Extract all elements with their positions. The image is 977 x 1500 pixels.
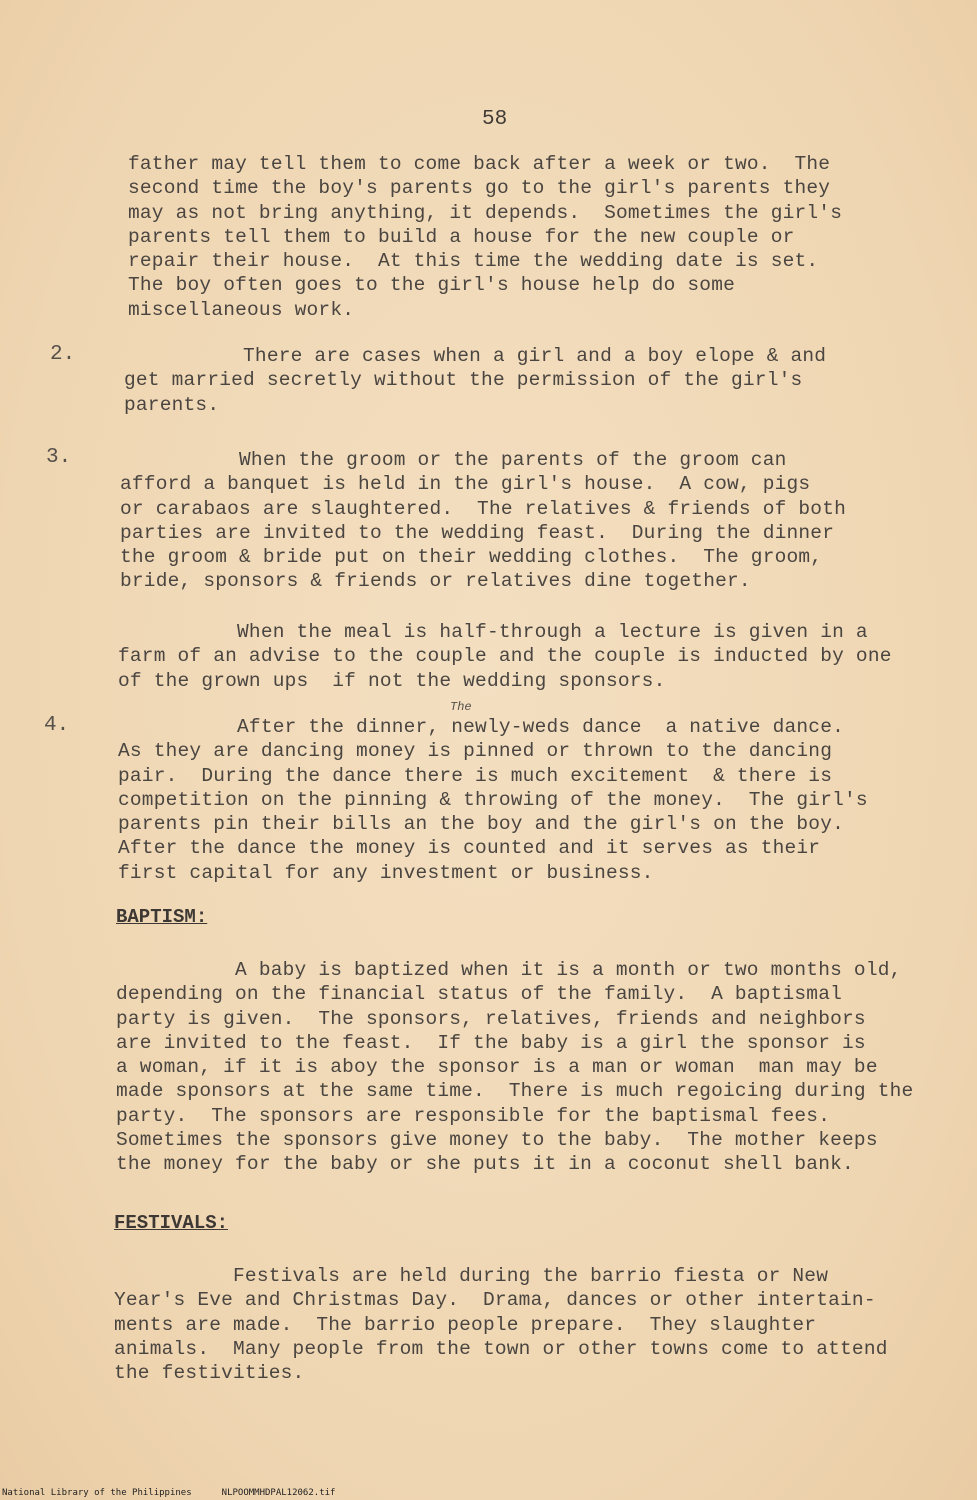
item-number-3: 3. [46,446,72,469]
text-line: Festivals are held during the barrio fiesta or New [114,1265,829,1287]
handwritten-insert-the: The [450,700,472,714]
paragraph-money-dance [118,715,868,885]
text-line: parents pin their bills an the boy and the girl's on the boy. [118,813,845,836]
scan-footer [2,1488,365,1498]
text-line: There are cases when a girl and a boy elope & and [124,345,827,367]
text-line: the festivities. [114,1362,305,1385]
text-line: ments are made. The barrio people prepare. They slaughter [114,1313,817,1336]
text-line: farm of an advise to the couple and the couple is inducted by one [118,645,892,668]
text-line: When the meal is half-through a lecture is given in a [118,621,868,643]
paragraph-baptism [116,958,913,1177]
text-line: After the dinner, newly-weds dance a native dance. [118,716,845,738]
text-line: competition on the pinning & throwing of the money. The girl's [118,788,868,811]
text-line: of the grown ups if not the wedding sponsors. [118,669,666,692]
text-line: the money for the baby or she puts it in a coconut shell bank. [116,1153,854,1176]
text-line: get married secretly without the permission of the girl's [124,369,803,392]
text-line: When the groom or the parents of the groom can [120,449,787,471]
text-line: parents. [124,393,220,416]
text-line: party. The sponsors are responsible for the baptismal fees. [116,1104,831,1127]
text-line: party is given. The sponsors, relatives, friends and neighbors [116,1007,866,1030]
paragraph-courtship-continued [128,152,842,322]
page-number: 58 [482,108,508,131]
text-line: After the dance the money is counted and it serves as their [118,837,821,860]
text-line: the groom & bride put on their wedding clothes. The groom, [120,546,823,569]
text-line: afford a banquet is held in the girl's house. A cow, pigs [120,473,811,496]
text-line: first capital for any investment or business. [118,861,654,884]
text-line: made sponsors at the same time. There is much regoicing during the [116,1080,914,1103]
text-line: parties are invited to the wedding feast. During the dinner [120,521,835,544]
text-line: Sometimes the sponsors give money to the baby. The mother keeps [116,1129,878,1152]
text-line: animals. Many people from the town or other towns come to attend [114,1337,888,1360]
text-line: are invited to the feast. If the baby is a girl the sponsor is [116,1031,866,1054]
paragraph-elopement [124,344,826,417]
text-line: miscellaneous work. [128,298,355,321]
text-line: or carabaos are slaughtered. The relatives & friends of both [120,497,847,520]
text-line: may as not bring anything, it depends. Sometimes the girl's [128,201,843,224]
heading-baptism: BAPTISM: [116,906,208,928]
item-number-4: 4. [44,714,70,737]
heading-festivals: FESTIVALS: [114,1212,229,1234]
item-number-2: 2. [50,343,76,366]
text-line: A baby is baptized when it is a month or two months old, [116,959,902,981]
text-line: The boy often goes to the girl's house help do some [128,274,735,297]
paragraph-banquet [120,448,846,594]
text-line: As they are dancing money is pinned or thrown to the dancing [118,740,833,763]
text-line: Year's Eve and Christmas Day. Drama, dances or other intertain- [114,1289,876,1312]
text-line: repair their house. At this time the wedding date is set. [128,250,819,273]
footer-filename: NLPOOMMHDPAL12062.tif [221,1488,336,1498]
text-line: bride, sponsors & friends or relatives dine together. [120,570,751,593]
text-line: second time the boy's parents go to the girl's parents they [128,177,831,200]
text-line: pair. During the dance there is much excitement & there is [118,764,833,787]
text-line: father may tell them to come back after a week or two. The [128,153,831,175]
text-line: parents tell them to build a house for the new couple or [128,225,795,248]
text-line: depending on the financial status of the family. A baptismal [116,983,843,1006]
paragraph-festivals [114,1264,888,1385]
text-line: a woman, if it is aboy the sponsor is a man or woman man may be [116,1056,878,1079]
paragraph-lecture [118,620,892,693]
footer-library: National Library of the Philippines [2,1488,192,1498]
